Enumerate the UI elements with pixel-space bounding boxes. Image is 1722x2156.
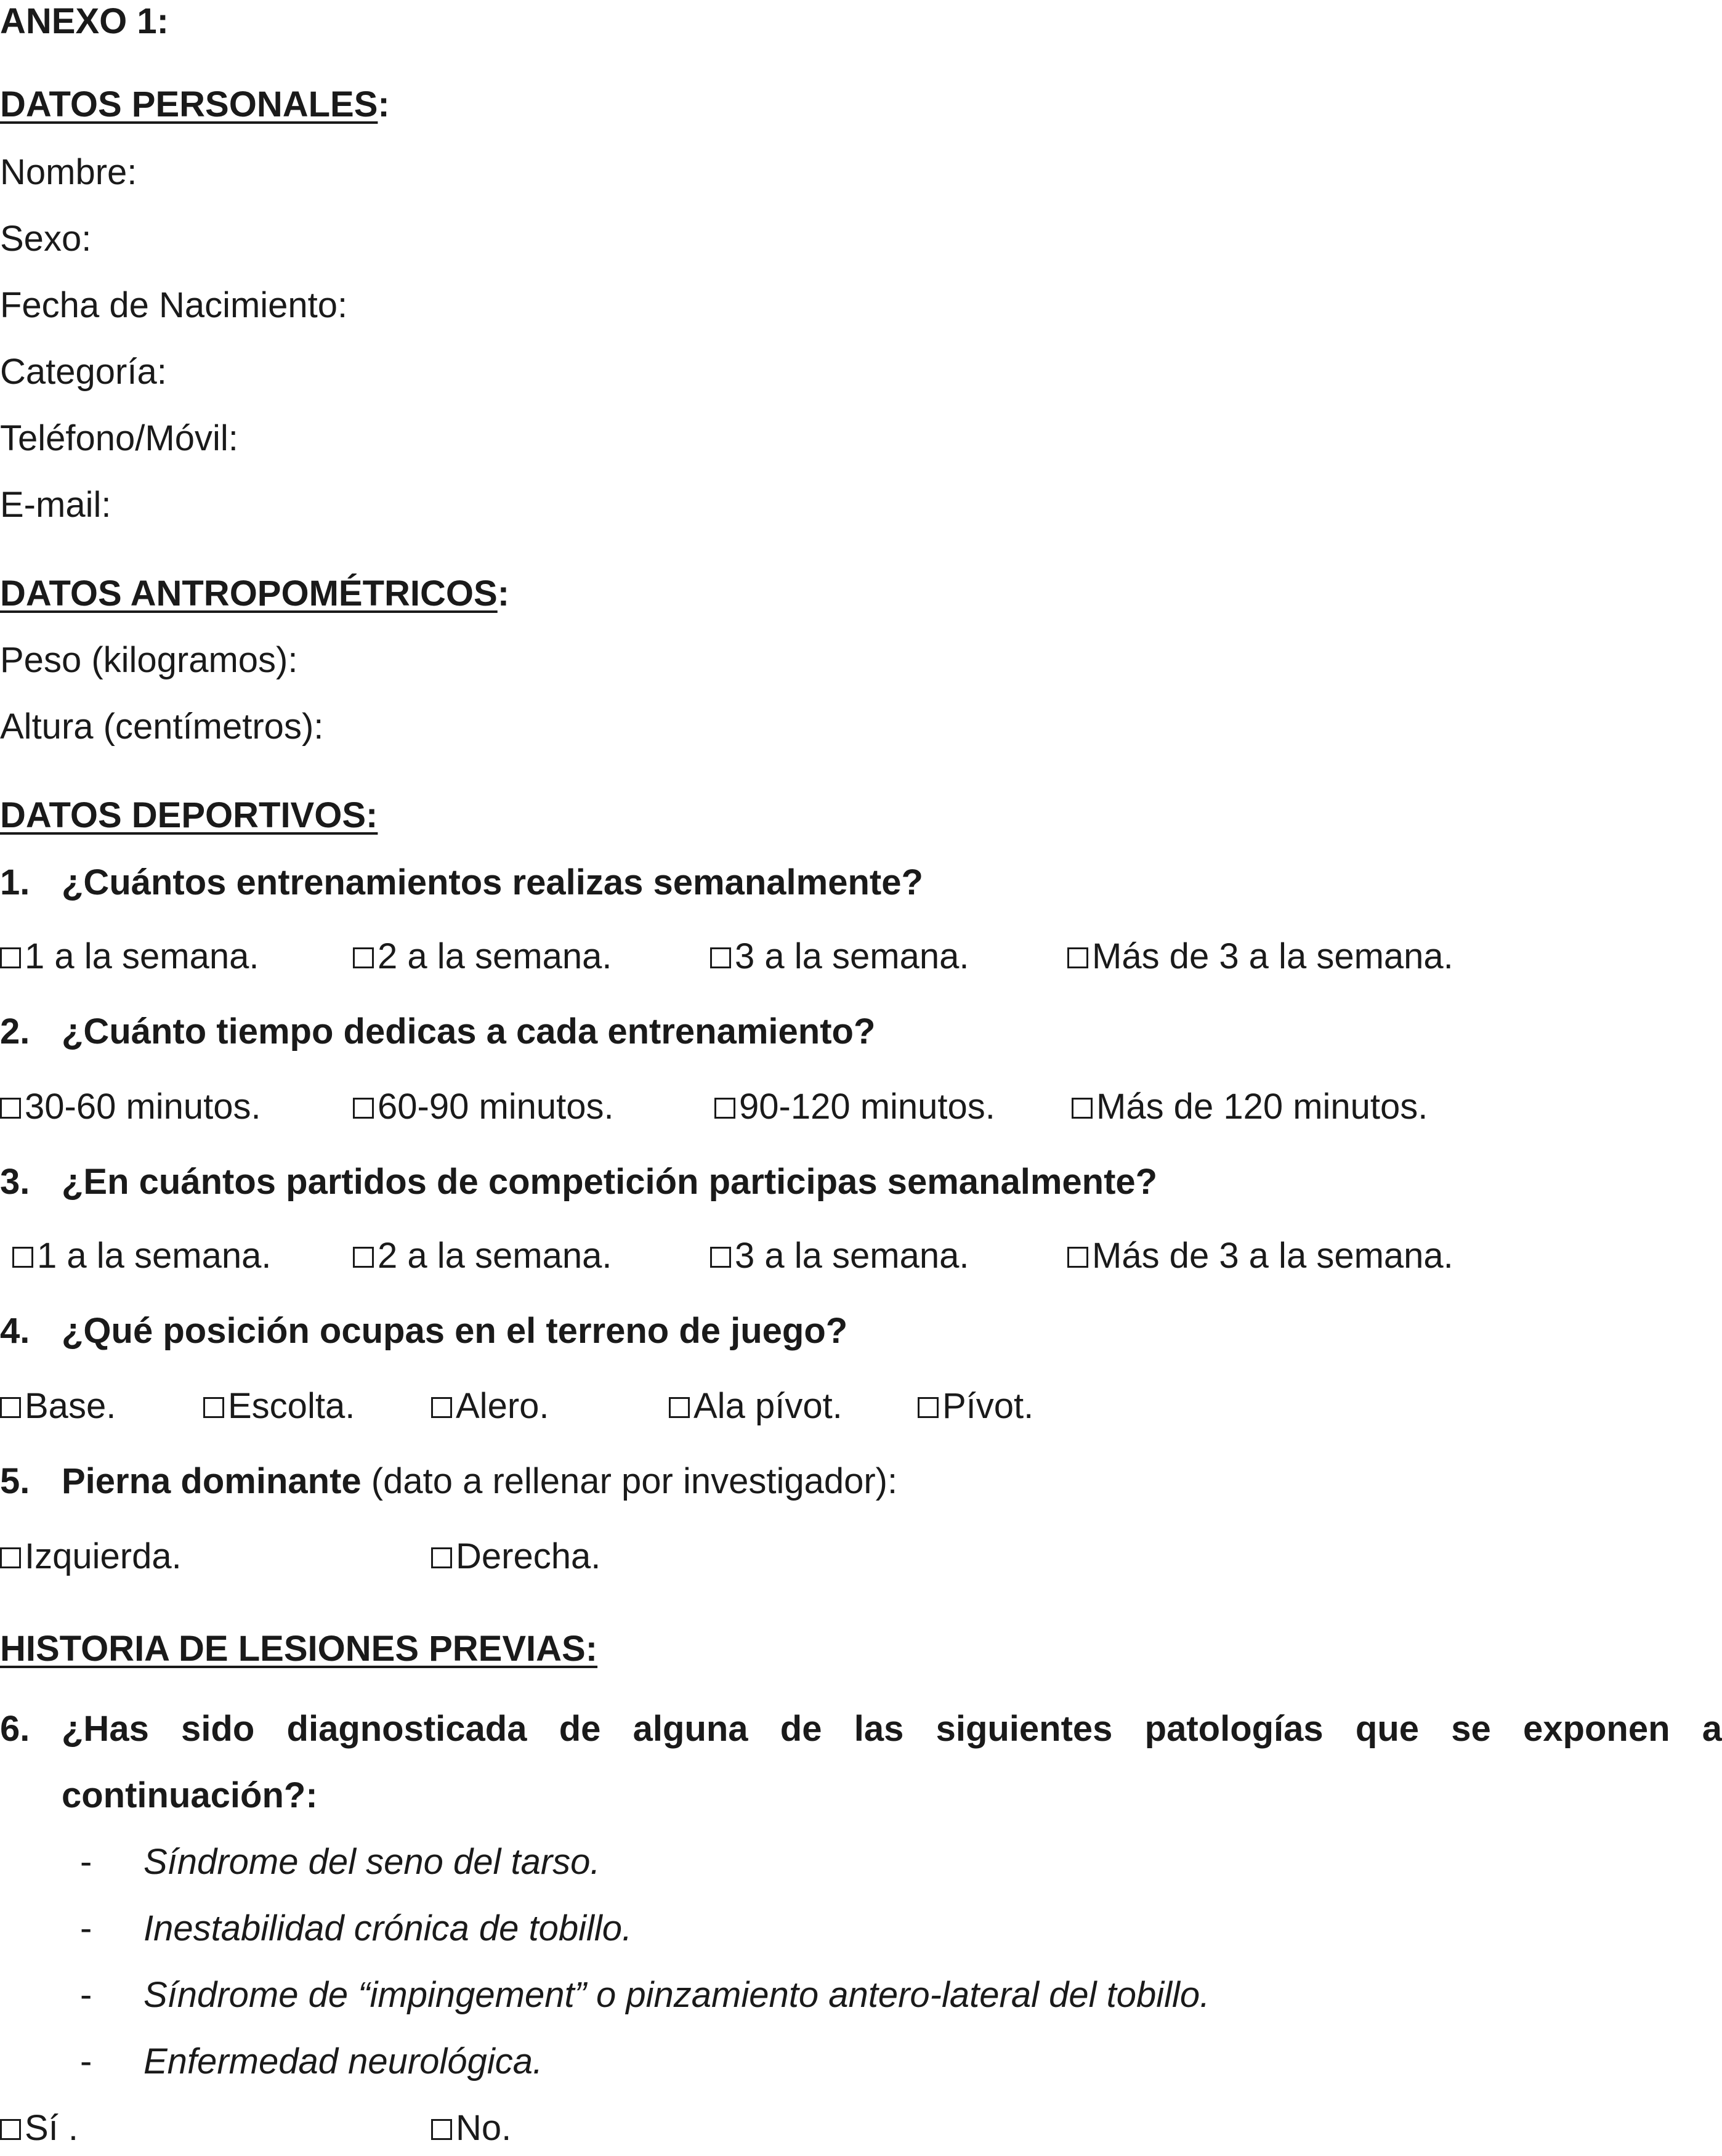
annex-title: ANEXO 1: [0,1,169,41]
field-telefono: Teléfono/Móvil: [0,418,238,458]
field-altura: Altura (centímetros): [0,707,324,747]
checkbox-icon[interactable] [1067,1247,1088,1268]
question-text: ¿Cuánto tiempo dedicas a cada entrenamiento? [62,1011,876,1052]
q4-option-escolta[interactable] [203,1385,355,1428]
option-label: 3 a la semana. [735,936,969,976]
anthro-heading-colon: : [497,573,510,614]
anthro-heading-text: DATOS ANTROPOMÉTRICOS [0,573,498,614]
list-dash: - [80,1842,92,1882]
q5-option-derecha[interactable] [431,1535,600,1578]
question-number: 1. [0,862,30,902]
option-label: Base. [25,1386,116,1426]
option-label: Más de 3 a la semana. [1092,1236,1453,1276]
question-6-line-1: ¿Has sido diagnosticada de alguna de las siguientes patologías que se exponen a [62,1709,1722,1749]
field-categoria: Categoría: [0,352,167,392]
option-label: Escolta. [228,1386,355,1426]
option-label: Más de 120 minutos. [1096,1087,1428,1127]
q4-option-ala-pivot[interactable] [669,1385,843,1428]
q5-option-izquierda[interactable] [0,1535,182,1578]
option-label: Más de 3 a la semana. [1092,936,1453,976]
field-email: E-mail: [0,485,111,525]
list-dash: - [80,1908,92,1948]
option-label: 30-60 minutos. [25,1087,261,1127]
question-note: (dato a rellenar por investigador): [361,1461,898,1501]
checkbox-icon[interactable] [669,1397,690,1418]
field-peso: Peso (kilogramos): [0,640,298,680]
list-dash: - [80,1975,92,2015]
sports-data-heading: DATOS DEPORTIVOS: [0,795,378,835]
field-fecha-nacimiento: Fecha de Nacimiento: [0,285,348,325]
checkbox-icon[interactable] [0,2119,21,2140]
option-label: 1 a la semana. [25,936,259,976]
q6-option-si[interactable] [0,2107,78,2150]
question-6-number: 6. [0,1709,30,1749]
checkbox-icon[interactable] [203,1397,224,1418]
checkbox-icon[interactable] [431,1547,452,1568]
pathology-item: Enfermedad neurológica. [144,2041,543,2081]
checkbox-icon[interactable] [0,1397,21,1418]
question-text: ¿En cuántos partidos de competición participas semanalmente? [62,1162,1158,1202]
option-label: 60-90 minutos. [378,1087,614,1127]
q1-option-1[interactable] [0,935,259,978]
checkbox-icon[interactable] [1067,947,1088,968]
question-number: 3. [0,1162,30,1202]
history-heading: HISTORIA DE LESIONES PREVIAS: [0,1629,598,1669]
checkbox-icon[interactable] [0,1547,21,1568]
q6-option-no[interactable] [431,2107,511,2150]
q3-option-1[interactable] [12,1234,271,1278]
q1-option-2[interactable] [353,935,612,978]
q3-option-3[interactable] [710,1234,969,1278]
personal-heading-colon: : [378,84,390,124]
personal-data-heading [0,83,390,126]
q2-option-3[interactable] [714,1085,995,1129]
question-6-line-2: continuación?: [62,1775,318,1815]
checkbox-icon[interactable] [431,1397,452,1418]
q4-option-alero[interactable] [431,1385,549,1428]
anthro-data-heading [0,572,509,615]
q2-option-1[interactable] [0,1085,261,1129]
checkbox-icon[interactable] [12,1247,33,1268]
question-text: Pierna dominante [62,1461,362,1501]
checkbox-icon[interactable] [353,947,374,968]
q1-option-3[interactable] [710,935,969,978]
question-number: 2. [0,1011,30,1052]
option-label: 2 a la semana. [378,936,612,976]
q4-option-base[interactable] [0,1385,116,1428]
q2-option-2[interactable] [353,1085,614,1129]
option-label: Alero. [456,1386,549,1426]
checkbox-icon[interactable] [431,2119,452,2140]
checkbox-icon[interactable] [714,1098,735,1119]
option-label: 90-120 minutos. [739,1087,995,1127]
question-text: ¿Qué posición ocupas en el terreno de juego? [62,1311,848,1351]
checkbox-icon[interactable] [0,947,21,968]
pathology-item: Inestabilidad crónica de tobillo. [144,1908,633,1948]
option-label: Izquierda. [25,1536,182,1576]
checkbox-icon[interactable] [918,1397,939,1418]
q3-option-2[interactable] [353,1234,612,1278]
question-text: ¿Cuántos entrenamientos realizas semanalmente? [62,862,923,902]
field-nombre: Nombre: [0,152,137,192]
field-sexo: Sexo: [0,219,92,259]
option-label: Ala pívot. [693,1386,843,1426]
option-label: 1 a la semana. [37,1236,272,1276]
checkbox-icon[interactable] [710,947,731,968]
question-number: 5. [0,1461,30,1501]
list-dash: - [80,2041,92,2081]
q3-option-4[interactable] [1067,1234,1453,1278]
option-label: 3 a la semana. [735,1236,969,1276]
personal-heading-text: DATOS PERSONALES [0,84,378,124]
checkbox-icon[interactable] [353,1247,374,1268]
q2-option-4[interactable] [1072,1085,1428,1129]
option-label: 2 a la semana. [378,1236,612,1276]
checkbox-icon[interactable] [353,1098,374,1119]
checkbox-icon[interactable] [0,1098,21,1119]
option-label: Pívot. [942,1386,1034,1426]
pathology-item: Síndrome de “impingement” o pinzamiento antero-lateral del tobillo. [144,1975,1210,2015]
checkbox-icon[interactable] [710,1247,731,1268]
option-label: Derecha. [456,1536,601,1576]
checkbox-icon[interactable] [1072,1098,1093,1119]
q4-option-pivot[interactable] [918,1385,1033,1428]
question-text-wrapper [62,1460,897,1503]
question-number: 4. [0,1311,30,1351]
option-label: No. [456,2108,512,2148]
option-label: Sí . [25,2108,79,2148]
q1-option-4[interactable] [1067,935,1453,978]
pathology-item: Síndrome del seno del tarso. [144,1842,600,1882]
